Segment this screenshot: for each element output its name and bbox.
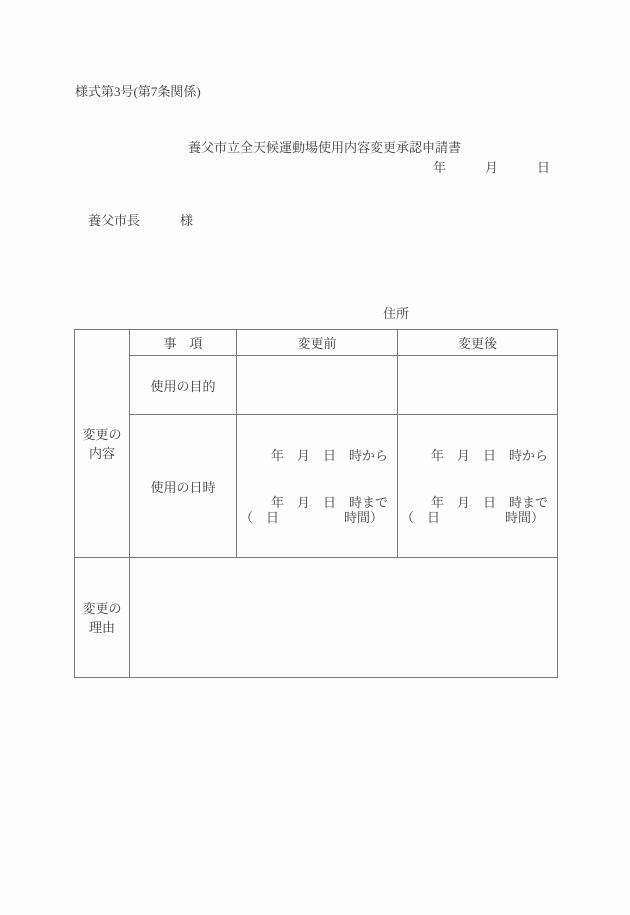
change-content-label-line1: 変更の	[82, 426, 122, 442]
datetime-row	[75, 415, 558, 558]
change-content-label-line2: 内容	[88, 445, 115, 461]
datetime-from-line: 年 月 日 時から	[430, 447, 548, 463]
datetime-before-block	[237, 448, 397, 525]
addressee: 養父市長	[88, 213, 141, 228]
page-title: 養父市立全天候運動場使用内容変更承認申請書	[188, 140, 462, 155]
datetime-to-line: 年 月 日 時まで	[270, 494, 388, 510]
reason-row	[75, 558, 558, 678]
purpose-label-cell: 使用の目的	[130, 356, 237, 415]
change-details-table	[74, 329, 558, 678]
change-reason-label-line2: 理由	[88, 619, 115, 635]
datetime-duration-line: （ 日 時間）	[401, 509, 545, 525]
application-date-line: 年 月 日	[433, 160, 551, 175]
change-reason-label-line1: 変更の	[82, 600, 122, 616]
change-reason-label-cell	[75, 558, 130, 678]
form-number: 様式第3号(第7条関係)	[75, 84, 201, 99]
change-content-label-cell	[75, 330, 130, 558]
purpose-after-cell	[398, 356, 558, 415]
after-change-header-cell: 変更後	[398, 330, 558, 356]
addressee-row	[88, 213, 193, 228]
datetime-from-line: 年 月 日 時から	[270, 447, 388, 463]
datetime-to-line: 年 月 日 時まで	[430, 494, 548, 510]
item-header-cell: 事 項	[130, 330, 237, 356]
datetime-after-block	[398, 448, 557, 525]
purpose-before-cell	[237, 356, 398, 415]
addressee-honorific: 様	[180, 213, 194, 228]
datetime-label-cell: 使用の日時	[130, 415, 237, 558]
datetime-before-cell	[237, 415, 398, 558]
purpose-row	[75, 356, 558, 415]
table-header-row	[75, 330, 558, 356]
datetime-duration-line: （ 日 時間）	[240, 509, 384, 525]
datetime-gap	[237, 463, 397, 495]
reason-content-cell	[130, 558, 558, 678]
before-change-header-cell: 変更前	[237, 330, 398, 356]
applicant-address-label: 住所	[383, 306, 410, 321]
datetime-after-cell	[398, 415, 558, 558]
datetime-gap	[398, 463, 557, 495]
